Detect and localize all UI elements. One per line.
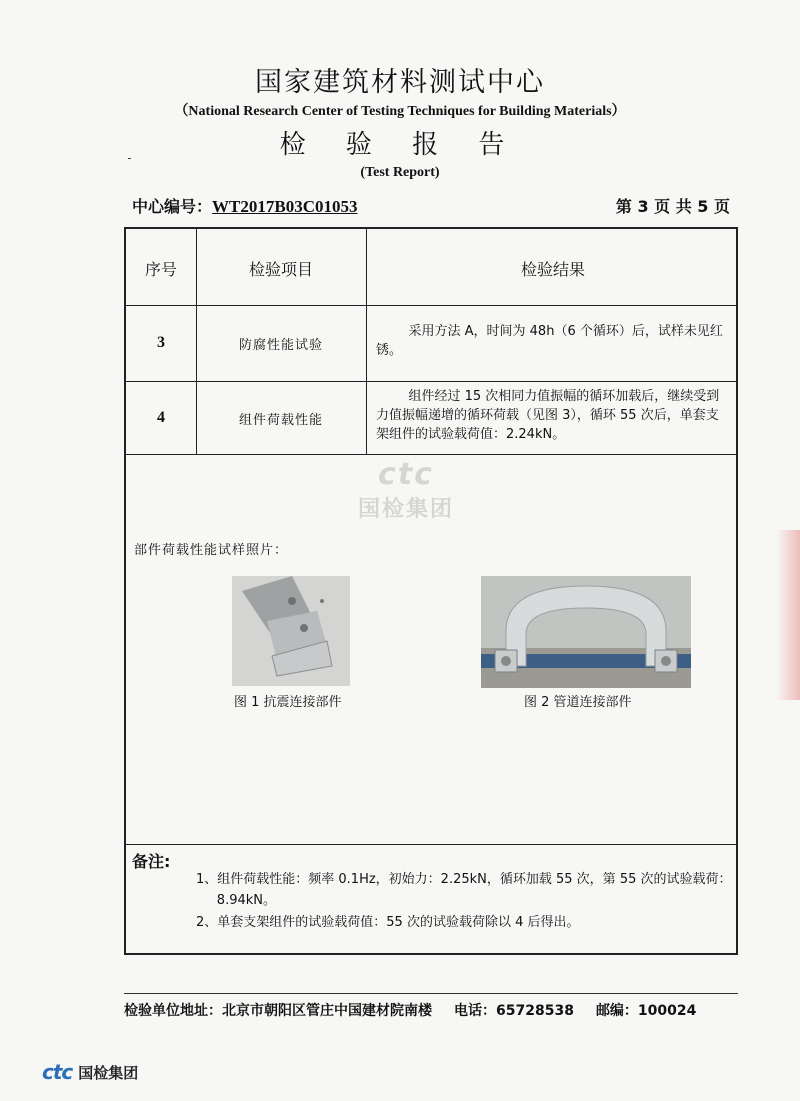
footer-postcode: 邮编：100024 [595, 1003, 697, 1019]
watermark [326, 457, 486, 523]
scan-mark [128, 158, 131, 159]
header-item: 检验项目 [248, 260, 313, 279]
footer-phone: 电话：65728538 [454, 1003, 574, 1019]
center-number-label: 中心编号： [132, 197, 213, 216]
seal-stamp-edge [776, 530, 800, 700]
footer [124, 1000, 738, 1020]
row-number: 4 [157, 409, 165, 426]
note-item: 2、单套支架组件的试验载荷值：55 次的试验载荷除以 4 后得出。 [196, 915, 580, 930]
org-name-english: （National Research Center of Testing Techniques for Building Materials） [174, 104, 626, 119]
brand [42, 1060, 138, 1084]
center-number-value: WT2017B03C01053 [212, 197, 358, 216]
table-rule [126, 454, 736, 455]
pipe-connector-image [481, 576, 691, 688]
table-rule [126, 381, 736, 382]
footer-address: 检验单位地址：北京市朝阳区管庄中国建材院南楼 [124, 1003, 432, 1019]
header-seq: 序号 [144, 260, 177, 279]
row-number: 3 [157, 334, 165, 351]
seismic-connector-image [232, 576, 350, 686]
brand-name: 国检集团 [78, 1063, 139, 1082]
ctc-logo-icon: ctc [42, 1060, 73, 1084]
photo-caption: 图 2 管道连接部件 [524, 695, 632, 710]
page-info: 第 3 页 共 5 页 [615, 197, 730, 216]
note-item: 1、组件荷载性能：频率 0.1Hz，初始力：2.25kN，循环加载 55 次，第 55 次的试验载荷：8.94kN。 [196, 872, 732, 908]
report-table [124, 227, 738, 955]
report-title: 检 验 报 告 [279, 130, 521, 160]
table-rule [126, 305, 736, 306]
photos-title: 部件荷载性能试样照片： [134, 543, 289, 558]
notes-separator [126, 844, 736, 845]
row-result: 采用方法 A，时间为 48h（6 个循环）后，试样未见红锈。 [376, 324, 723, 358]
watermark-logo: ctc [378, 457, 434, 492]
photo-pipe-connector [481, 576, 691, 688]
footer-rule [124, 993, 738, 994]
org-name: 国家建筑材料测试中心 [255, 67, 545, 98]
row-result: 组件经过 15 次相同力值振幅的循环加载后，继续受到力值振幅递增的循环荷载（见图 3），循环 55 次后，单套支架组件的试验载荷值：2.24kN。 [376, 389, 720, 442]
notes-title: 备注: [132, 852, 171, 871]
photo-caption: 图 1 抗震连接部件 [234, 695, 342, 710]
center-number [132, 194, 357, 217]
photo-seismic-connector [232, 576, 350, 686]
header-result: 检验结果 [520, 260, 585, 279]
watermark-text: 国检集团 [357, 497, 454, 522]
row-item: 组件荷载性能 [238, 413, 323, 428]
report-title-english: (Test Report) [360, 165, 440, 180]
row-item: 防腐性能试验 [238, 338, 323, 353]
